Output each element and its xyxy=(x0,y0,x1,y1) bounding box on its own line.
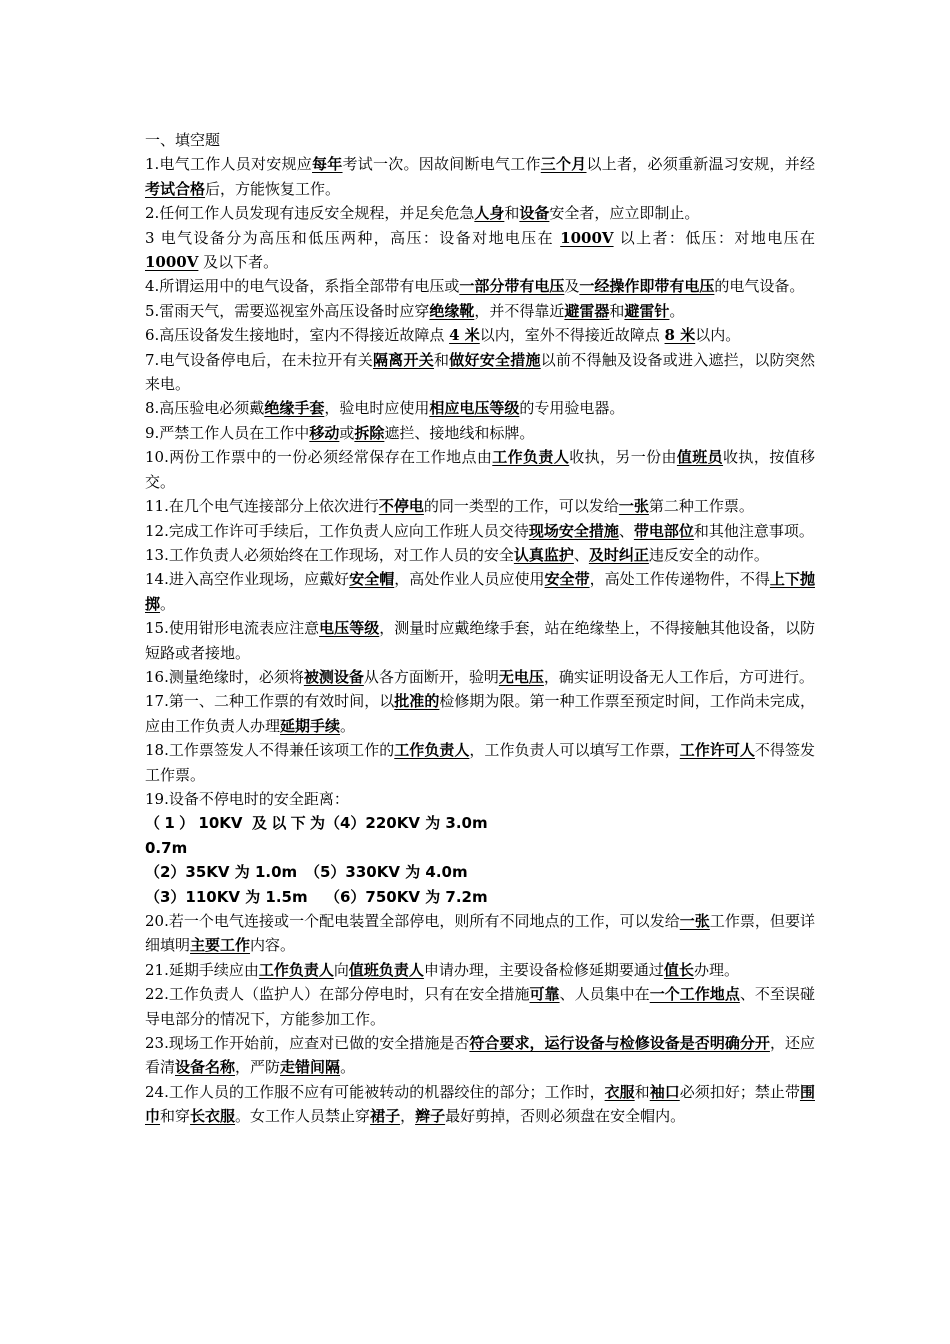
answer-blank: 带电部位 xyxy=(633,521,694,540)
answer-blank: 现场安全措施 xyxy=(528,521,619,540)
question-text: 从各方面断开，验明 xyxy=(363,667,499,686)
question-text: 办理。 xyxy=(693,960,739,979)
question-text: 、 xyxy=(573,545,589,564)
question-text: 19.设备不停电时的安全距离： xyxy=(145,789,349,808)
question-item xyxy=(145,299,815,323)
question-item xyxy=(145,348,815,397)
question-text: 安全者，应立即制止。 xyxy=(549,204,700,223)
answer-blank: 无电压 xyxy=(498,667,544,686)
answer-blank: 考试合格 xyxy=(145,179,206,198)
answer-blank: 一个工作地点 xyxy=(649,985,740,1004)
question-text: 16.测量绝缘时，必须将 xyxy=(145,667,304,686)
answer-blank: 衣服 xyxy=(604,1082,635,1101)
question-item xyxy=(145,567,815,616)
answer-blank: 不停电 xyxy=(378,497,424,516)
answer-blank: 三个月 xyxy=(540,155,587,174)
question-text: 6.高压设备发生接地时，室内不得接近故障点 xyxy=(145,326,450,345)
question-text: 第二种工作票。 xyxy=(648,497,754,516)
distance-entry: （4）220KV 为 3.0m xyxy=(325,814,488,833)
question-item xyxy=(145,982,815,1031)
question-text: 最好剪掉，否则必须盘在安全帽内。 xyxy=(445,1107,686,1126)
question-text: ，工作负责人可以填写工作票， xyxy=(469,741,680,760)
question-text: 20.若一个电气连接或一个配电装置全部停电，则所有不同地点的工作，可以发给 xyxy=(145,912,680,930)
question-text: 向 xyxy=(333,960,349,979)
question-item xyxy=(145,421,815,445)
question-text: 13.工作负责人必须始终在工作现场，对工作人员的安全 xyxy=(145,545,514,564)
question-item xyxy=(145,738,815,787)
document-page xyxy=(145,128,815,1129)
answer-blank: 安全带 xyxy=(544,570,590,589)
answer-blank: 一张 xyxy=(618,497,649,516)
question-text: 12.完成工作许可手续后，工作负责人应向工作班人员交待 xyxy=(145,521,529,540)
question-item xyxy=(145,909,815,958)
question-text: 的专用验电器。 xyxy=(519,399,625,418)
answer-blank: 工作负责人 xyxy=(492,448,570,467)
answer-blank: 被测设备 xyxy=(303,667,364,686)
question-text: 或 xyxy=(339,423,355,442)
question-item xyxy=(145,1031,815,1080)
safety-distance-list xyxy=(145,811,815,909)
question-text: 和穿 xyxy=(160,1107,191,1126)
distance-entry: （6）750KV 为 7.2m xyxy=(325,887,488,906)
question-item xyxy=(145,201,815,225)
question-text: 22.工作负责人（监护人）在部分停电时，只有在安全措施 xyxy=(145,985,530,1004)
question-text: 1.电气工作人员对安规应 xyxy=(145,155,313,174)
question-text: 11.在几个电气连接部分上依次进行 xyxy=(145,497,379,516)
question-item xyxy=(145,958,815,982)
answer-blank: 一部分带有电压 xyxy=(459,277,565,296)
question-text: 以前不得触及设备或进入遮拦，以防突然来电。 xyxy=(145,350,815,394)
answer-blank: 可靠 xyxy=(529,985,560,1004)
question-item xyxy=(145,274,815,298)
answer-blank: 走错间隔 xyxy=(280,1058,341,1077)
question-text: 14.进入高空作业现场，应戴好 xyxy=(145,570,350,589)
answer-blank: 主要工作 xyxy=(190,936,251,955)
distance-entry: （2）35KV 为 1.0m xyxy=(145,863,298,882)
answer-blank: 值班员 xyxy=(676,448,724,467)
question-text: 以上者：低压：对地电压在 xyxy=(613,228,815,247)
answer-blank: 延期手续 xyxy=(280,716,341,735)
question-text: 18.工作票签发人不得兼任该项工作的 xyxy=(145,741,395,760)
question-item xyxy=(145,519,815,543)
question-text: 和 xyxy=(634,1082,650,1101)
question-item xyxy=(145,494,815,518)
question-text: 遮拦、接地线和标牌。 xyxy=(384,423,535,442)
answer-blank: 电压等级 xyxy=(319,619,380,638)
question-text: ，高处工作传递物件，不得 xyxy=(589,570,770,589)
answer-blank: 工作负责人 xyxy=(394,741,470,760)
question-text: 7.电气设备停电后，在未拉开有关 xyxy=(145,350,374,369)
question-item xyxy=(145,152,815,201)
question-text: 和 xyxy=(609,301,625,320)
question-text: 申请办理，主要设备检修延期要通过 xyxy=(423,960,664,979)
question-text: ，严防 xyxy=(235,1058,281,1077)
answer-blank: 做好安全措施 xyxy=(449,350,541,369)
question-text: 21.延期手续应由 xyxy=(145,960,259,979)
question-item xyxy=(145,1080,815,1129)
question-text: 后，方能恢复工作。 xyxy=(205,179,341,198)
answer-blank: 隔离开关 xyxy=(373,350,435,369)
distance-entry: （3）110KV 为 1.5m xyxy=(145,887,308,906)
answer-blank: 袖口 xyxy=(649,1082,680,1101)
question-item xyxy=(145,323,815,347)
question-text: 8.高压验电必须戴 xyxy=(145,399,265,418)
question-text: 5.雷雨天气，需要巡视室外高压设备时应穿 xyxy=(145,301,430,320)
question-text: 工作票，但要详细填明 xyxy=(145,912,815,955)
answer-blank: 4 米 xyxy=(449,326,480,345)
answer-blank: 裙子 xyxy=(370,1107,401,1126)
answer-blank: 每年 xyxy=(312,155,343,174)
question-list-2 xyxy=(145,909,815,1129)
answer-blank: 工作负责人 xyxy=(258,960,334,979)
question-text: ，验电时应使用 xyxy=(324,399,430,418)
question-text: 17.第一、二种工作票的有效时间，以 xyxy=(145,692,395,711)
question-text: 15.使用钳形电流表应注意 xyxy=(145,619,320,638)
question-text: 和 xyxy=(434,350,450,369)
question-list-1 xyxy=(145,152,815,811)
question-text: 违反安全的动作。 xyxy=(648,545,769,564)
question-item xyxy=(145,689,815,738)
answer-blank: 移动 xyxy=(309,423,340,442)
question-text: 的同一类型的工作，可以发给 xyxy=(423,497,619,516)
question-item xyxy=(145,445,815,494)
answer-blank: 辫子 xyxy=(415,1107,446,1126)
question-text: 。 xyxy=(160,594,176,613)
distance-row xyxy=(145,885,815,909)
question-text: 内容。 xyxy=(250,936,296,955)
question-item xyxy=(145,396,815,420)
answer-blank: 1000V xyxy=(560,228,614,247)
question-text: ， xyxy=(400,1107,416,1126)
answer-blank: 批准的 xyxy=(394,692,440,711)
answer-blank: 绝缘靴 xyxy=(429,301,475,320)
question-text: 及 xyxy=(564,277,580,296)
question-text: ，确实证明设备无人工作后，方可进行。 xyxy=(543,667,814,686)
answer-blank: 1000V xyxy=(145,253,199,272)
question-item xyxy=(145,543,815,567)
answer-blank: 避雷器 xyxy=(564,301,610,320)
answer-blank: 设备 xyxy=(519,204,550,223)
question-text: 和 xyxy=(504,204,520,223)
answer-blank: 相应电压等级 xyxy=(429,399,520,418)
question-text: 23.现场工作开始前，应查对已做的安全措施是否 xyxy=(145,1034,470,1053)
question-text: 考试一次。因故间断电气工作 xyxy=(342,155,541,174)
answer-blank: 人身 xyxy=(474,204,505,223)
answer-blank: 符合要求，运行设备与检修设备是否明确分开 xyxy=(469,1034,770,1053)
question-text: 的电气设备。 xyxy=(714,277,805,296)
question-text: 、不至误碰导电部分的情况下，方能参加工作。 xyxy=(145,985,815,1028)
question-text: 及以下者。 xyxy=(198,253,279,272)
question-text: ，高处作业人员应使用 xyxy=(394,570,545,589)
answer-blank: 认真监护 xyxy=(513,545,574,564)
question-text: 以内，室外不得接近故障点 xyxy=(479,326,665,345)
question-text: 和其他注意事项。 xyxy=(693,521,814,540)
answer-blank: 设备名称 xyxy=(175,1058,236,1077)
distance-row xyxy=(145,811,815,860)
distance-entry: （5）330KV 为 4.0m xyxy=(305,863,468,882)
question-text: 收执，按值移交。 xyxy=(145,448,815,491)
question-text: 。 xyxy=(340,716,356,735)
answer-blank: 上下抛掷 xyxy=(145,570,815,613)
question-text: 检修期为限。第一种工作票至预定时间，工作尚未完成，应由工作负责人办理 xyxy=(145,692,815,735)
question-text: 。女工作人员禁止穿 xyxy=(235,1107,371,1126)
answer-blank: 拆除 xyxy=(354,423,385,442)
question-item xyxy=(145,226,815,275)
question-text: 9.严禁工作人员在工作中 xyxy=(145,423,310,442)
question-text: ，并不得靠近 xyxy=(474,301,565,320)
question-text: 收执，另一份由 xyxy=(569,448,677,467)
question-text: 10.两份工作票中的一份必须经常保存在工作地点由 xyxy=(145,448,493,467)
answer-blank: 长衣服 xyxy=(190,1107,236,1126)
answer-blank: 一经操作即带有电压 xyxy=(579,277,715,296)
distance-row xyxy=(145,860,815,884)
section-heading: 一、填空题 xyxy=(145,131,221,149)
question-item xyxy=(145,787,815,811)
question-item xyxy=(145,616,815,665)
question-text: 2.任何工作人员发现有违反安全规程，并足矣危急 xyxy=(145,204,475,223)
question-text: 、 xyxy=(618,521,634,540)
question-text: 、人员集中在 xyxy=(559,985,650,1004)
answer-blank: 及时纠正 xyxy=(588,545,649,564)
answer-blank: 安全帽 xyxy=(349,570,395,589)
answer-blank: 8 米 xyxy=(664,326,696,345)
answer-blank: 工作许可人 xyxy=(679,741,755,760)
question-text: 3 电气设备分为高压和低压两种，高压：设备对地电压在 xyxy=(145,228,561,247)
question-text: 不得签发工作票。 xyxy=(145,741,815,784)
question-text: ，还应看清 xyxy=(145,1034,815,1077)
question-text: 。 xyxy=(340,1058,356,1077)
answer-blank: 围巾 xyxy=(145,1082,815,1126)
answer-blank: 避雷针 xyxy=(624,301,670,320)
question-text: 以上者，必须重新温习安规，并经 xyxy=(586,155,815,174)
question-text: 必须扣好；禁止带 xyxy=(679,1082,800,1101)
distance-entry: （1）10KV 及以下为 0.7m xyxy=(145,814,325,857)
question-text: 。 xyxy=(669,301,685,320)
answer-blank: 绝缘手套 xyxy=(264,399,325,418)
question-text: ，测量时应戴绝缘手套，站在绝缘垫上，不得接触其他设备，以防短路或者接地。 xyxy=(145,619,815,662)
question-text: 4.所谓运用中的电气设备，系指全部带有电压或 xyxy=(145,277,460,296)
question-text: 以内。 xyxy=(695,326,741,345)
answer-blank: 值长 xyxy=(663,960,694,979)
question-item xyxy=(145,665,815,689)
answer-blank: 一张 xyxy=(679,912,710,930)
question-text: 24.工作人员的工作服不应有可能被转动的机器绞住的部分；工作时， xyxy=(145,1082,605,1101)
answer-blank: 值班负责人 xyxy=(348,960,424,979)
